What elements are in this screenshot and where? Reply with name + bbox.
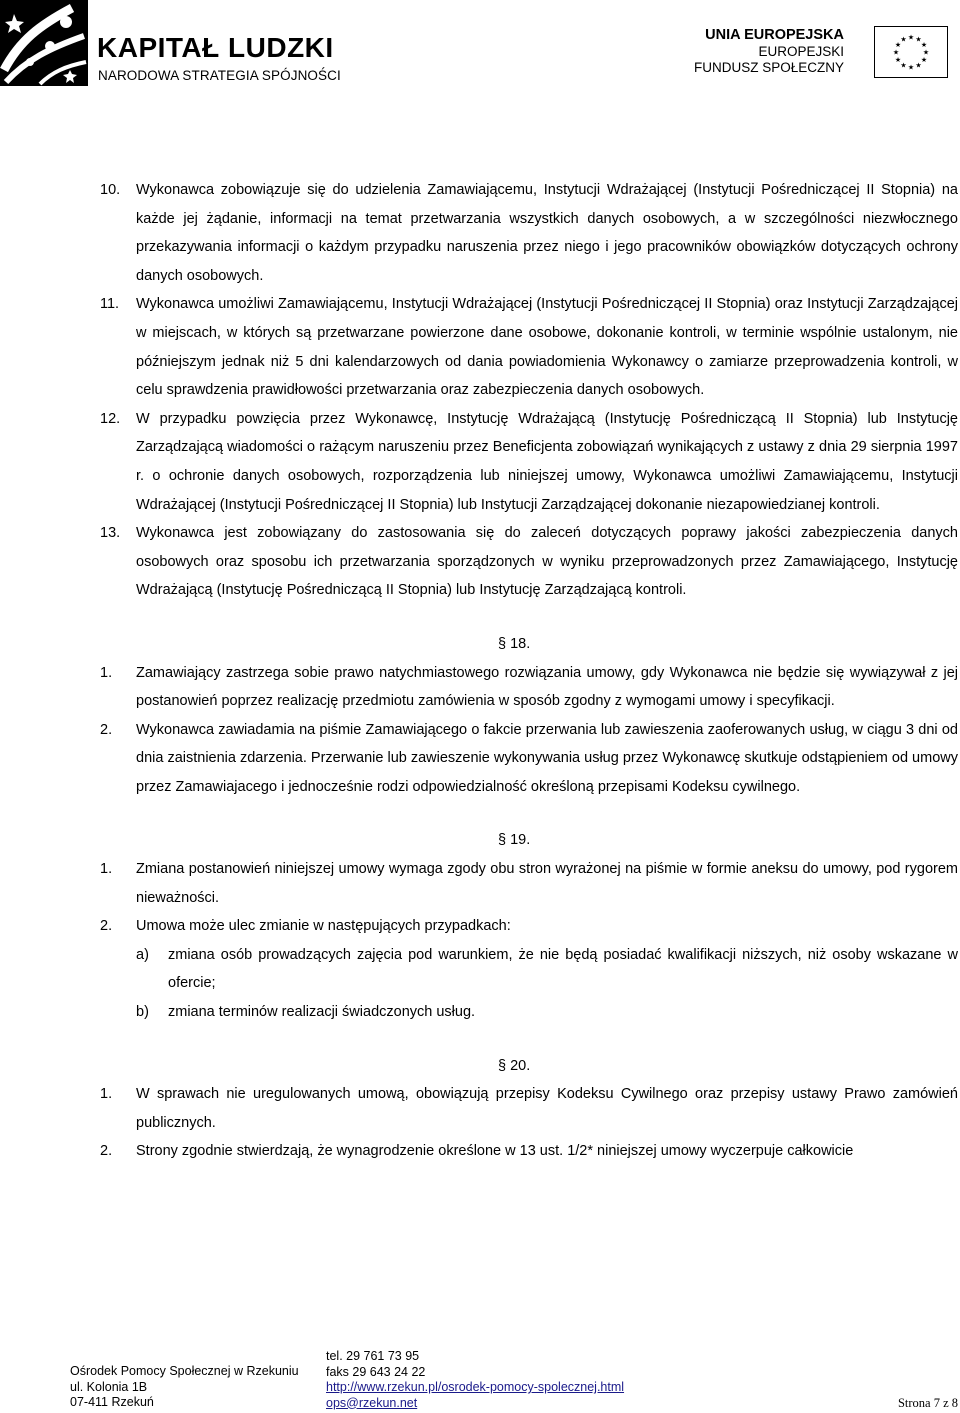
footer-org-name: Ośrodek Pomocy Społecznej w Rzekuniu: [70, 1364, 299, 1378]
list-item-text: Strony zgodnie stwierdzają, że wynagrodzenie określone w 13 ust. 1/2* niniejszej umowy wyczerpuje całkowicie: [136, 1143, 854, 1160]
section-20-heading: § 20.: [498, 1057, 531, 1074]
eu-star-icon: ★: [922, 49, 930, 57]
footer-address: [70, 1364, 299, 1411]
paragraph-item-text: Wykonawca jest zobowiązany do zastosowania się do zaleceń dotyczących poprawy jakości zabezpieczenia danych osobowych oraz sposobu ich przetwarzania sporządzonych w wyniku przeprowadzonych przez Zamawiającego, Instytucję Wdrażającą (Instytucję Pośredniczącą II Stopnia) lub Instytucję Zarządzającą kontroli.: [136, 525, 958, 599]
paragraph-item: [100, 176, 958, 290]
section-heading: [100, 1052, 958, 1081]
list-item: [100, 912, 958, 941]
eu-star-icon: ★: [915, 62, 922, 70]
eu-star-icon: ★: [907, 34, 915, 42]
footer-fax: faks 29 643 24 22: [326, 1364, 426, 1379]
kapital-ludzki-logo: [0, 0, 350, 86]
footer-tel: tel. 29 761 73 95: [326, 1349, 420, 1363]
paragraph-item-number: 10.: [100, 182, 121, 198]
list-item-text: Wykonawca zawiadamia na piśmie Zamawiającego o fakcie przerwania lub zawieszenia zaoferowanych usług, w ciągu 3 dni od dnia zaistnienia zdarzenia. Przerwanie lub zawieszenie wykonywania usług przez Wykonawcę skutkuje odstąpieniem od umowy przez Zamawiajacego i jednocześnie rodzi odpowiedzialność określoną przepisami Kodeksu cywilnego.: [136, 721, 958, 795]
list-item: [100, 1080, 958, 1137]
sub-list-item-number: b): [136, 1004, 149, 1021]
list-item-text: Zmiana postanowień niniejszej umowy wymaga zgody obu stron wyrażonej na piśmie w formie aneksu do umowy, pod rygorem nieważności.: [136, 861, 958, 906]
eu-star-icon: ★: [900, 36, 907, 44]
list-item-text: Umowa może ulec zmianie w następujących przypadkach:: [136, 918, 511, 935]
eu-flag-icon: [874, 26, 948, 78]
sub-list-item-text: zmiana terminów realizacji świadczonych usług.: [168, 1004, 476, 1021]
eu-star-icon: ★: [915, 36, 922, 44]
eu-line-3: FUNDUSZ SPOŁECZNY: [693, 60, 844, 75]
kapital-ludzki-subtitle: NARODOWA STRATEGIA SPÓJNOŚCI: [98, 68, 341, 83]
section-18-list: [100, 659, 958, 802]
footer-street: ul. Kolonia 1B: [70, 1379, 148, 1394]
eu-star-icon: ★: [900, 62, 907, 70]
kapital-ludzki-emblem-icon: [0, 0, 88, 86]
eu-line-2: EUROPEJSKI: [758, 44, 844, 59]
list-item-number: 2.: [100, 918, 113, 935]
page-footer: [0, 1348, 960, 1413]
footer-postal: 07-411 Rzekuń: [70, 1395, 154, 1409]
list-item-text: Zamawiający zastrzega sobie prawo natychmiastowego rozwiązania umowy, gdy Wykonawca nie będzie się wywiązywał z jej postanowień poprzez realizację przedmiotu zamówienia w sposób zgodny z wymogami umowy i specyfikacji.: [136, 664, 958, 710]
footer-website-link[interactable]: http://www.rzekun.pl/osrodek-pomocy-spolecznej.html: [326, 1380, 625, 1394]
eu-fund-logo: [693, 26, 952, 86]
kapital-ludzki-title: KAPITAŁ LUDZKI: [97, 32, 334, 63]
paragraph-item-text: W przypadku powzięcia przez Wykonawcę, Instytucję Wdrażającą (Instytucję Pośredniczącą II Stopnia) lub Instytucję Zarządzającą wiadomości o rażącym naruszeniu przez Beneficjenta zobowiązań wynikających z ustawy z dnia 29 sierpnia 1997 r. o ochronie danych osobowych, rozporządzenia lub niniejszej umowy, Wykonawca umożliwi Zamawiającemu, Instytucji Wdrażającej (Instytucji Pośredniczącej II Stopnia) lub Instytucji Zarządzającej dokonanie niezapowiedzianej kontroli.: [136, 410, 958, 513]
list-item: [100, 1137, 958, 1166]
eu-line-1: UNIA EUROPEJSKA: [705, 27, 844, 43]
paragraph-list: [100, 176, 958, 605]
list-item-text: W sprawach nie uregulowanych umową, obowiązują przepisy Kodeksu Cywilnego oraz przepisy ustawy Prawo zamówień publicznych.: [136, 1086, 958, 1131]
paragraph-item: [100, 405, 958, 519]
contract-body: [100, 176, 958, 1166]
eu-star-icon: ★: [920, 57, 928, 64]
list-item-number: 2.: [100, 1143, 113, 1160]
footer-email-link[interactable]: ops@rzekun.net: [326, 1395, 418, 1410]
eu-star-icon: ★: [892, 49, 900, 57]
sub-list-item-number: a): [136, 946, 149, 963]
list-item: [100, 855, 958, 912]
paragraph-item: [100, 290, 958, 404]
paragraph-item-number: 12.: [100, 410, 121, 427]
eu-star-icon: ★: [907, 64, 915, 72]
eu-star-icon: ★: [894, 57, 902, 64]
paragraph-item-text: Wykonawca umożliwi Zamawiającemu, Instytucji Wdrażającej (Instytucji Pośredniczącej II Stopnia) oraz Instytucji Zarządzającej w miejscach, w których są przetwarzane powierzone dane osobowe, dokonanie kontroli, w terminie wspólnie ustalonym, nie późniejszym jednak niż 5 dni kalendarzowych od dania powiadomienia Wykonawcy o zamiarze przeprowadzenia kontroli, w celu sprawdzenia prawidłowości przetwarzania oraz zabezpieczenia danych osobowych.: [136, 296, 958, 399]
section-heading: [100, 630, 958, 659]
list-item-number: 2.: [100, 721, 113, 738]
eu-fund-text: [694, 26, 844, 76]
page-number: Strona 7 z 8: [897, 1396, 958, 1410]
paragraph-item-number: 11.: [100, 296, 120, 313]
footer-contact: [326, 1349, 624, 1411]
list-item: [100, 659, 958, 716]
sub-list-item: [136, 998, 958, 1027]
paragraph-item: [100, 519, 958, 605]
section-heading: [100, 826, 958, 855]
sub-list-item-text: zmiana osób prowadzących zajęcia pod warunkiem, że nie będą posiadać kwalifikacji niższych, niż osoby wskazane w ofercie;: [168, 946, 958, 992]
eu-star-icon: ★: [920, 42, 928, 49]
list-item: [100, 716, 958, 802]
section-19-list: [100, 855, 958, 941]
eu-star-icon: ★: [894, 42, 902, 49]
list-item-number: 1.: [100, 1086, 113, 1103]
section-19-sublist: [100, 941, 958, 1027]
list-item-number: 1.: [100, 861, 113, 878]
list-item-number: 1.: [100, 664, 113, 681]
section-20-list: [100, 1080, 958, 1166]
section-18-heading: § 18.: [498, 635, 531, 652]
sub-list-item: [136, 941, 958, 998]
section-19-heading: § 19.: [498, 832, 531, 849]
paragraph-item-text: Wykonawca zobowiązuje się do udzielenia Zamawiającemu, Instytucji Wdrażającej (Instytucji Pośredniczącej II Stopnia) na każde jej żądanie, informacji na temat przetwarzania wszystkich danych osobowych, a w szczególności niezwłocznego przekazywania informacji o każdym przypadku naruszenia przez niego i jego pracowników obowiązków dotyczących ochrony danych osobowych.: [136, 182, 958, 284]
paragraph-item-number: 13.: [100, 525, 121, 542]
